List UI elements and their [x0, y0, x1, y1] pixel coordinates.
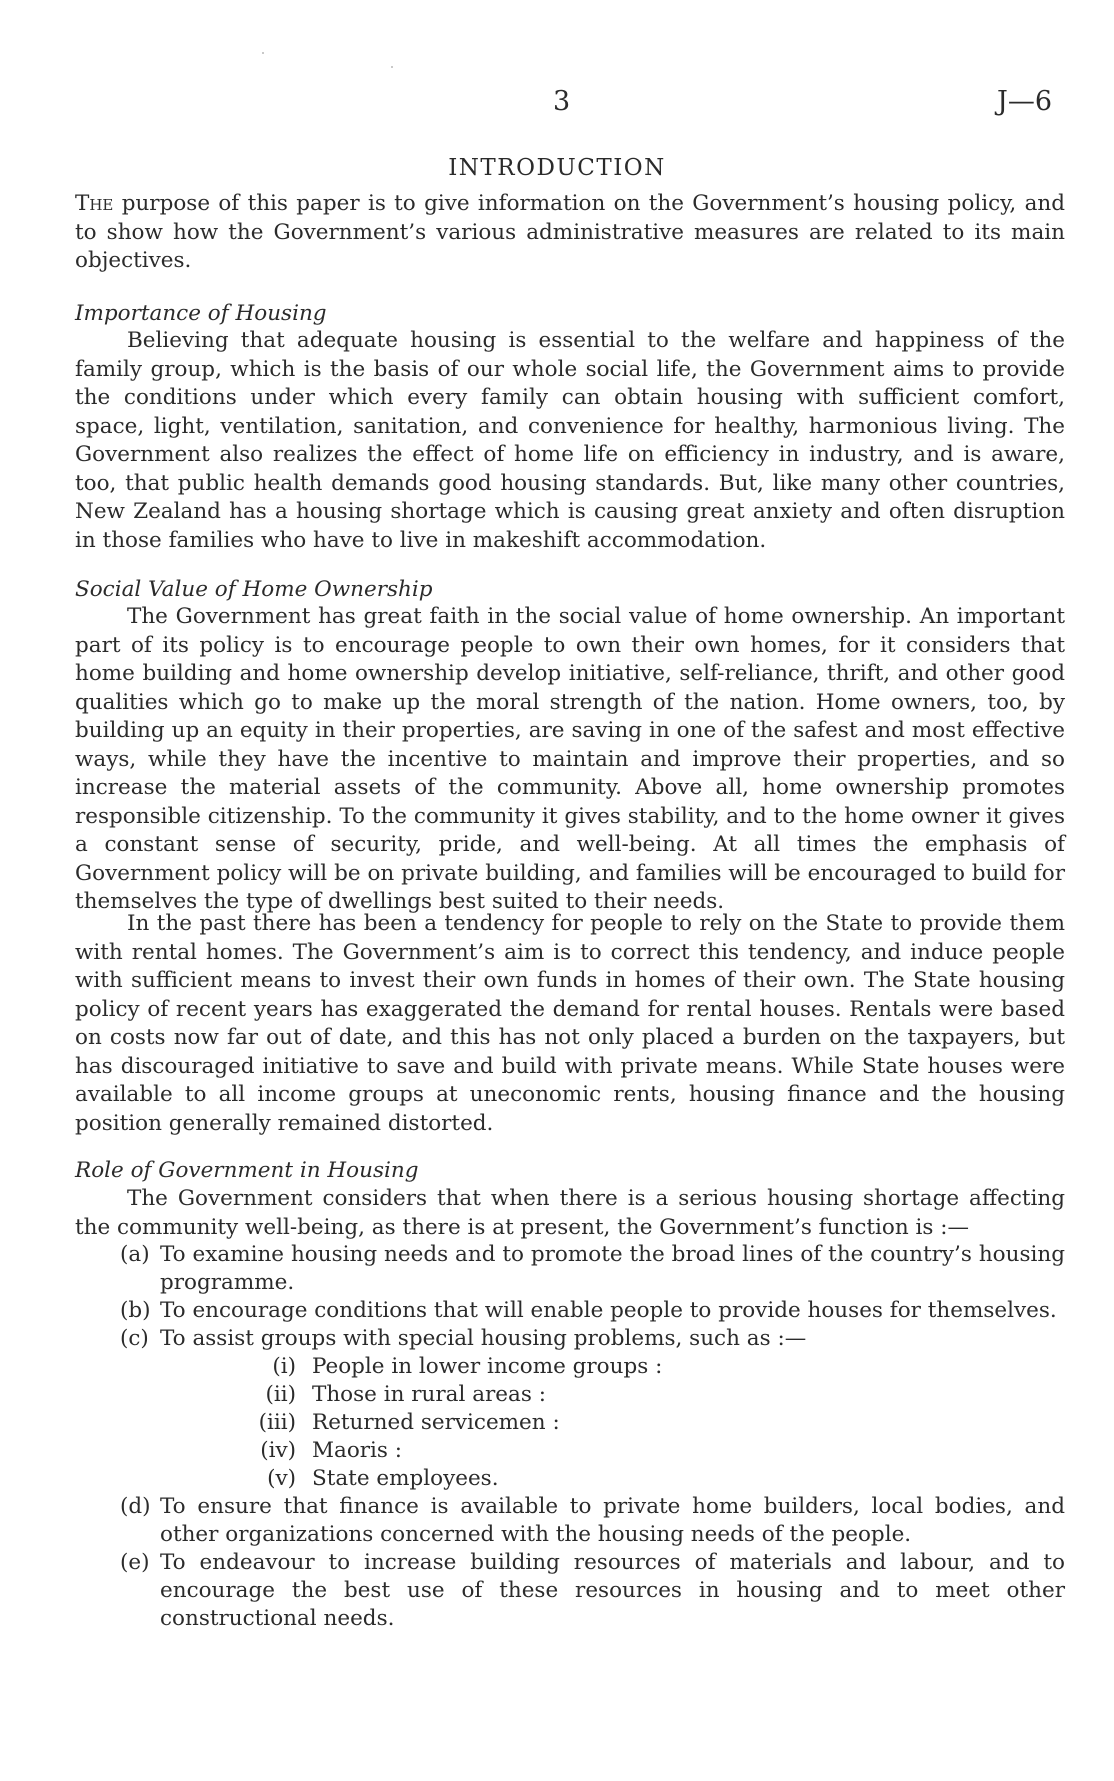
paragraph-importance-of-housing: Believing that adequate housing is essential to the welfare and happiness of the family group, which is the basis of our whole social life, the Government aims to provide the conditions under which every family can obtain housing with sufficient comfort, space, light, ventilation, sanitation, and convenience for healthy, harmonious living. The Government also realizes the effect of home life on efficiency in industry, and is aware, too, that public health demands good housing standards. But, like many other countries, New Zealand has a housing shortage which is causing great anxiety and often disruption in those families who have to live in makeshift accommodation.	[75, 328, 1065, 553]
sub-text: Maoris :	[312, 1438, 403, 1463]
list-text: To encourage conditions that will enable people to provide houses for themselves.	[160, 1298, 1057, 1323]
list-label: (a)	[120, 1242, 150, 1267]
sub-label: (iii)	[258, 1410, 296, 1435]
list-label: (c)	[120, 1326, 149, 1351]
heading-importance-of-housing: Importance of Housing	[75, 301, 327, 326]
list-text: To examine housing needs and to promote the broad lines of the country’s housing programme.	[160, 1242, 1065, 1295]
list-item-d	[120, 1493, 1065, 1549]
list-label: (d)	[120, 1494, 151, 1519]
section-title-introduction: INTRODUCTION	[448, 155, 666, 181]
list-item-a	[120, 1241, 1065, 1297]
paragraph-home-ownership-2: In the past there has been a tendency for people to rely on the State to provide them with rental homes. The Government’s aim is to correct this tendency, and induce people with sufficient means to invest their own funds in homes of their own. The State housing policy of recent years has exaggerated the demand for rental houses. Rentals were based on costs now far out of date, and this has not only placed a burden on the taxpayers, but has discouraged initiative to save and build with private means. While State houses were available to all income groups at uneconomic rents, housing finance and the housing position generally remained distorted.	[75, 911, 1065, 1136]
list-text: To ensure that finance is available to private home builders, local bodies, and other organizations concerned with the housing needs of the people.	[160, 1494, 1065, 1547]
sub-label: (v)	[267, 1466, 296, 1491]
scan-speck	[391, 66, 393, 68]
sub-text: Those in rural areas :	[312, 1382, 546, 1407]
lead-word: The	[75, 191, 114, 216]
list-text: To endeavour to increase building resources of materials and labour, and to encourage the best use of these resources in housing and to meet other constructional needs.	[160, 1550, 1065, 1631]
list-item-c	[120, 1325, 1065, 1353]
heading-role-of-government: Role of Government in Housing	[75, 1158, 419, 1183]
sub-label: (iv)	[260, 1438, 296, 1463]
list-text: To assist groups with special housing problems, such as :—	[160, 1326, 807, 1351]
paragraph-home-ownership-1: The Government has great faith in the social value of home ownership. An important part of its policy is to encourage people to own their own homes, for it considers that home building and home ownership develop initiative, self-reliance, thrift, and other good qualities which go to make up the moral strength of the nation. Home owners, too, by building up an equity in their properties, are saving in one of the safest and most effective ways, while they have the incentive to maintain and improve their properties, and so increase the material assets of the community. Above all, home ownership promotes responsible citizenship. To the community it gives stability, and to the home owner it gives a constant sense of security, pride, and well-being. At all times the emphasis of Government policy will be on private building, and families will be encouraged to build for themselves the type of dwellings best suited to their needs.	[75, 604, 1065, 914]
sub-label: (ii)	[265, 1382, 296, 1407]
paragraph-role-intro: The Government considers that when there is a serious housing shortage affecting the community well-being, as there is at present, the Government’s function is :—	[75, 1186, 1065, 1240]
sub-label: (i)	[272, 1354, 296, 1379]
list-label: (b)	[120, 1298, 151, 1323]
sub-text: Returned servicemen :	[312, 1410, 560, 1435]
scan-speck	[262, 52, 264, 54]
introduction-paragraph	[75, 190, 1065, 276]
sub-text: People in lower income groups :	[312, 1354, 663, 1379]
list-label: (e)	[120, 1550, 150, 1575]
list-item-e	[120, 1549, 1065, 1633]
heading-social-value-of-home-ownership: Social Value of Home Ownership	[75, 577, 433, 602]
sub-text: State employees.	[312, 1466, 499, 1491]
page-number: 3	[553, 86, 571, 117]
document-reference: J—6	[997, 86, 1053, 117]
introduction-text: purpose of this paper is to give information on the Government’s housing policy, and to show how the Government’s various administrative measures are related to its main objectives.	[75, 191, 1065, 273]
list-item-b	[120, 1297, 1065, 1325]
